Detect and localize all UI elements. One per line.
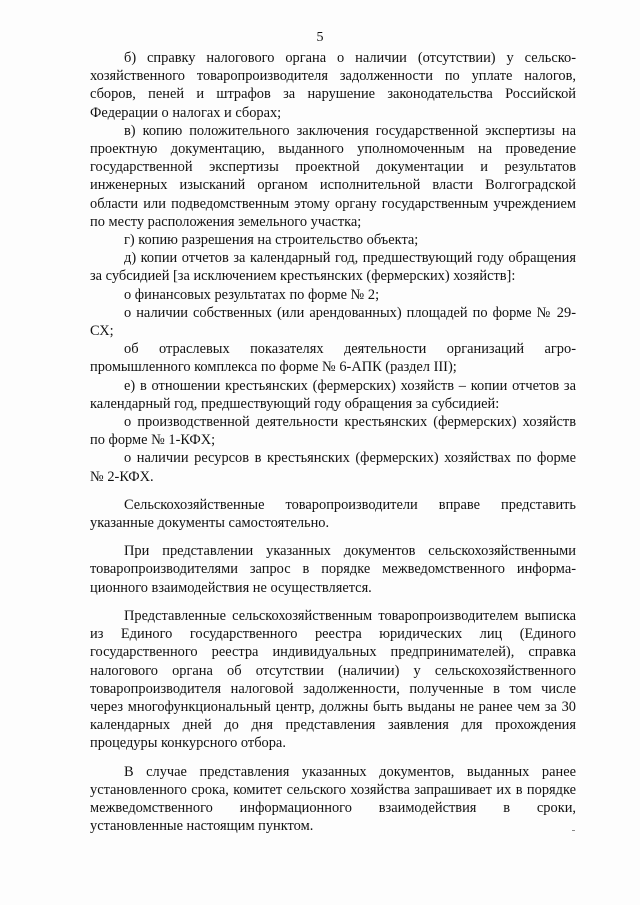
page-number: 5 [316,30,324,45]
paragraph-d-item-1: о финансовых результатах по форме № 2; [124,286,380,303]
paragraph-b: б) справку налогового органа о наличии (отсутствии) у сельско-хозяйственного товаропроизводителя задолженности по уплате налогов, сборов, пеней и штрафов за нарушение законодательства Российской Федерации о налогах и сборах; [90,50,576,121]
paragraph-v: в) копию положительного заключения государственной экспертизы на проектную документацию, выданного уполномоченным на проведение государственной экспертизы проектной документации и результатов инженерных изысканий органом исполнительной власти Волгоградской области или подведомственным этому органу государственным учреждением по месту расположения земельного участка; [90,122,576,230]
margin-mark [572,830,575,831]
paragraph-expired-documents: В случае представления указанных документов, выданных ранее установленного срока, комитет сельского хозяйства запрашивает их в порядке межведомственного информационного взаимодействия в сроки, установленные настоящим пунктом. [90,763,576,835]
paragraph-self-submission: Сельскохозяйственные товаропроизводители вправе представить указанные документы самостоятельно. [90,496,576,532]
document-body [90,49,576,835]
paragraph-interagency-request: При представлении указанных документов сельскохозяйственными товаропроизводителями запрос в порядке межведомственного информа-ционного взаимодействия не осуществляется. [90,543,576,596]
paragraph-validity: Представленные сельскохозяйственным товаропроизводителем выписка из Единого государственного реестра юридических лиц (Единого государственного реестра индивидуальных предпринимателей), справка налогового органа об отсутствии (наличии) у сельскохозяйственного товаропроизводителя налоговой задолженности, полученные в том числе через многофункциональный центр, должны быть выданы не ранее чем за 30 календарных дней до дня представления заявления для прохождения процедуры конкурсного отбора. [90,607,576,752]
paragraph-d: д) копии отчетов за календарный год, предшествующий году обращения за субсидией [за исключением крестьянских (фермерских) хозяйств]: [90,250,576,285]
paragraph-d-item-2: о наличии собственных (или арендованных) площадей по форме № 29-СХ; [90,304,576,340]
paragraph-e: е) в отношении крестьянских (фермерских) хозяйств – копии отчетов за календарный год, предшествующий году обращения за субсидией: [90,377,576,412]
paragraph-e-item-2: о наличии ресурсов в крестьянских (фермерских) хозяйствах по форме № 2-КФХ. [90,450,576,485]
paragraph-d-item-3: об отраслевых показателях деятельности организаций агро-промышленного комплекса по форме № 6-АПК (раздел III); [90,341,576,376]
paragraph-g: г) копию разрешения на строительство объекта; [124,232,419,249]
paragraph-e-item-1: о производственной деятельности крестьянских (фермерских) хозяйств по форме № 1-КФХ; [90,414,576,449]
